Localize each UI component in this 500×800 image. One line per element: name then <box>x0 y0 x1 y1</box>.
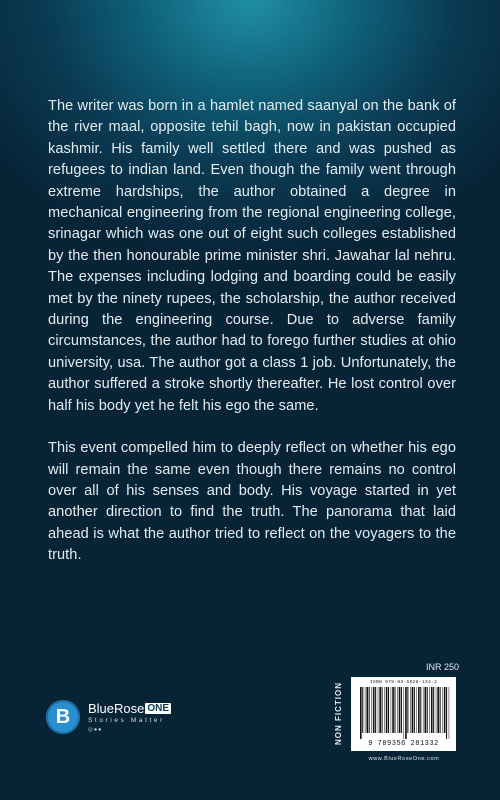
blurb-text <box>48 96 456 567</box>
publisher-name <box>88 701 171 716</box>
publisher-logo <box>46 700 171 734</box>
bluerose-logo-icon <box>46 700 80 734</box>
genre-label-container <box>331 674 345 752</box>
publisher-website: www.BlueRoseOne.com <box>368 756 440 762</box>
publisher-name-suffix: ONE <box>147 703 170 714</box>
isbn-barcode <box>351 677 456 751</box>
price-label: INR 250 <box>426 662 460 672</box>
blurb-paragraph-1: The writer was born in a hamlet named saanyal on the bank of the river maal, opposite tehil bagh, now in pakistan occupied kashmir. His family well settled there and was pushed as refugees to indian land. Even though the family went through extreme hardships, the author obtained a degree in mechanical engineering from the regional engineering college, srinagar which was one out of eight such colleges established by the then honourable prime minister shri. Jawahar lal nehru. The expenses including lodging and boarding could be easily met by the ninety rupees, the scholarship, the author received during the engineering course. Due to adverse family circumstances, the author had to forego further studies at ohio university, usa. The author got a class 1 job. Unfortunately, the author suffered a stroke shortly thereafter. He lost control over half his body yet he felt his ego the same. <box>48 98 456 414</box>
blurb-paragraph-2: This event compelled him to deeply reflect on whether his ego will remain the same even though there remains no control over all of his senses and body. His voyage started in yet another direction to find the truth. The panorama that laid ahead is what the author tried to reflect on the voyagers to the truth. <box>48 440 456 564</box>
twitter-icon: ● <box>98 727 103 733</box>
publisher-name-main: BlueRose <box>88 701 145 716</box>
publisher-text <box>88 701 171 733</box>
facebook-icon: ● <box>93 727 99 733</box>
logo-letter: B <box>55 705 71 728</box>
instagram-icon: ◎ <box>88 727 94 733</box>
social-icons <box>88 727 171 733</box>
barcode-icon <box>360 687 450 739</box>
isbn-label: ISBN 978-93-5628-133-2 <box>369 680 438 685</box>
publisher-tagline: Stories Matter <box>88 717 165 724</box>
isbn-digits: 9 789356 281332 <box>368 740 439 748</box>
genre-label: NON FICTION <box>333 681 343 745</box>
